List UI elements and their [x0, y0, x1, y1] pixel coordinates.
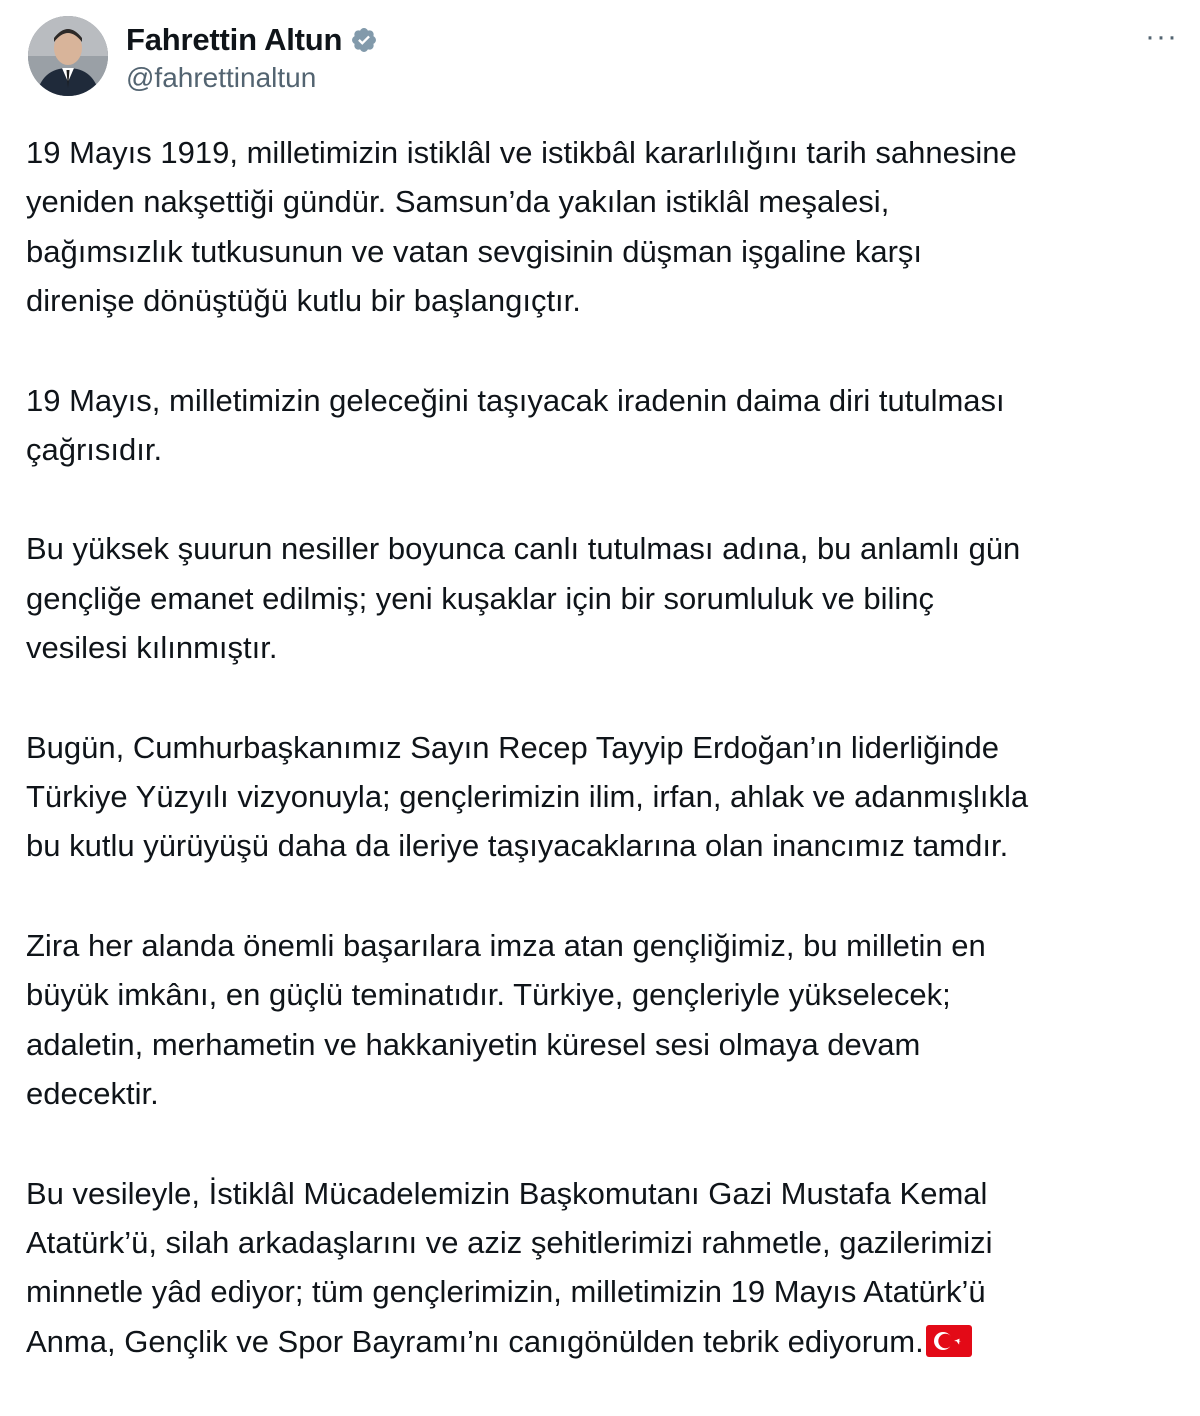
paragraph-4: Bugün, Cumhurbaşkanımız Sayın Recep Tayyip Erdoğan’ın liderliğinde Türkiye Yüzyılı vizyonuyla; gençlerimizin ilim, irfan, ahlak ve adanmışlıkla bu kutlu yürüyüşü daha da ileriye taşıyacaklarına olan inancımız tamdır. — [26, 729, 1029, 864]
avatar[interactable] — [28, 16, 108, 96]
display-name[interactable]: Fahrettin Altun — [126, 22, 343, 57]
paragraph-5: Zira her alanda önemli başarılara imza atan gençliğimiz, bu milletin en büyük imkânı, en güçlü teminatıdır. Türkiye, gençleriyle yükselecek; adaletin, merhametin ve hakkaniyetin küresel sesi olmaya devam edecektir. — [26, 927, 986, 1112]
name-row — [126, 22, 378, 58]
paragraph-3: Bu yüksek şuurun nesiller boyunca canlı tutulması adına, bu anlamlı gün gençliğe emanet edilmiş; yeni kuşaklar için bir sorumluluk ve bilinç vesilesi kılınmıştır. — [26, 531, 1021, 666]
more-options-icon[interactable]: ··· — [1145, 20, 1178, 53]
paragraph-6 — [26, 1169, 1186, 1367]
paragraph-1: 19 Mayıs 1919, milletimizin istiklâl ve istikbâl kararlılığını tarih sahnesine yeniden nakşettiği gündür. Samsun’da yakılan istiklâl meşalesi, bağımsızlık tutkusunun ve vatan sevgisinin düşman işgaline karşı direnişe dönüştüğü kutlu bir başlangıçtır. — [26, 135, 1017, 319]
paragraph-6-text: Bu vesileyle, İstiklâl Mücadelemizin Başkomutanı Gazi Mustafa Kemal Atatürk’ü, silah arkadaşlarını ve aziz şehitlerimizi rahmetle, gazilerimizi minnetle yâd ediyor; tüm gençlerimizin, milletimizin 19 Mayıs Atatürk’ü Anma, Gençlik ve Spor Bayramı’nı canıgönülden tebrik ediyorum. — [26, 1175, 993, 1359]
turkey-flag-icon — [926, 1325, 972, 1357]
tweet-header — [24, 14, 1180, 104]
handle[interactable]: @fahrettinaltun — [126, 62, 317, 93]
tweet-body — [26, 128, 1186, 1416]
verified-badge-icon — [350, 26, 378, 54]
paragraph-2: 19 Mayıs, milletimizin geleceğini taşıyacak iradenin daima diri tutulması çağrısıdır. — [26, 382, 1005, 468]
